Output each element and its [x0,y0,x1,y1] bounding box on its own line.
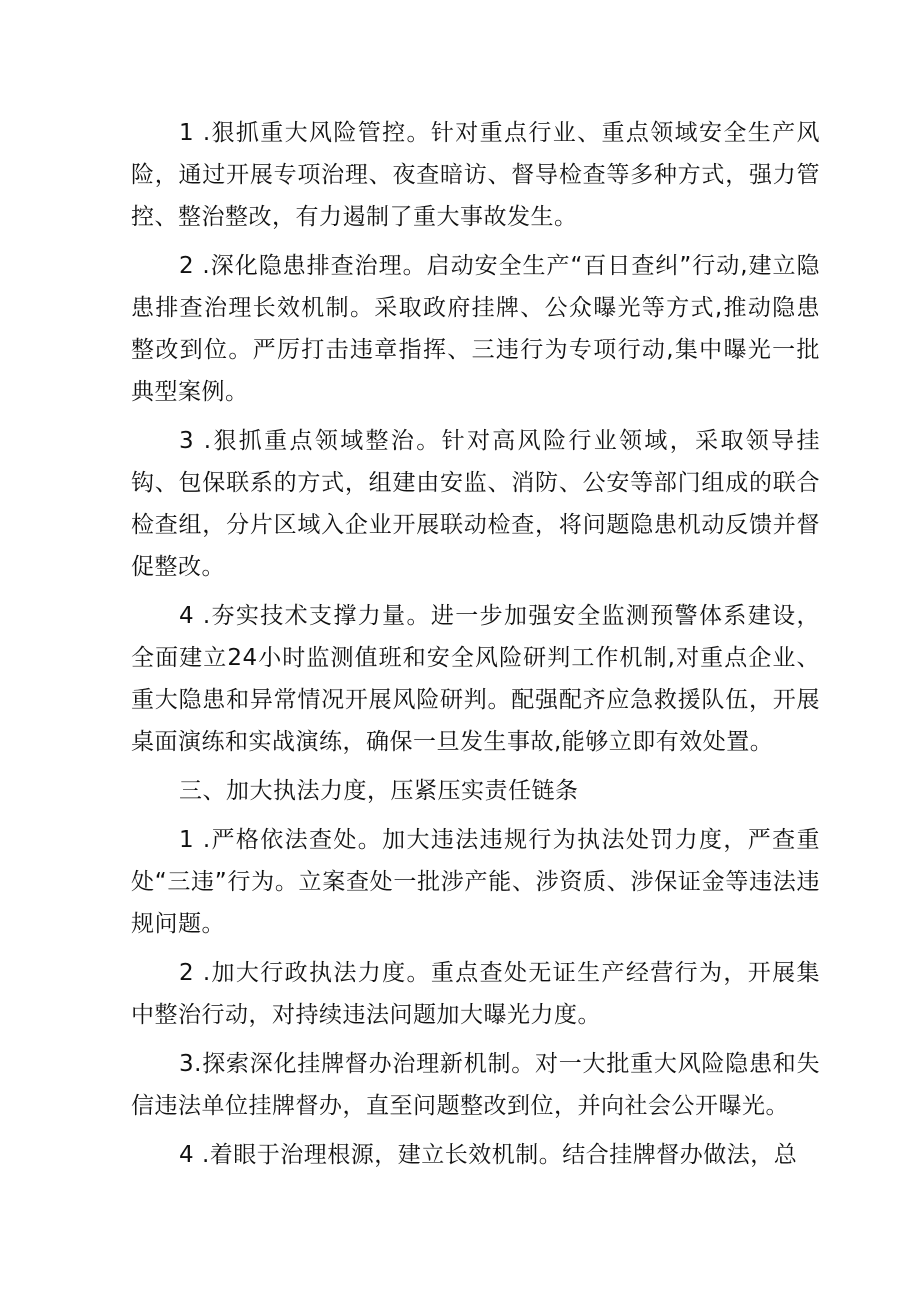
section-heading-law-enforcement: 三、加大执法力度，压紧压实责任链条 [179,778,579,804]
paragraph-supervision-mechanism: 3.探索深化挂牌督办治理新机制。对一大批重大风险隐患和失信违法单位挂牌督办，直至问题整改到位，并向社会公开曝光。 [131,1051,820,1119]
paragraph-strict-investigation: 1 .严格依法查处。加大违法违规行为执法处罚力度，严查重处“三违”行为。立案查处一批涉产能、涉资质、涉保证金等违法违规问题。 [131,827,820,937]
paragraph-key-area-rectification: 3 .狠抓重点领域整治。针对高风险行业领域，采取领导挂钩、包保联系的方式，组建由安监、消防、公安等部门组成的联合检查组，分片区域入企业开展联动检查，将问题隐患机动反馈并督促整改。 [131,428,820,580]
paragraph-administrative-enforcement: 2 .加大行政执法力度。重点查处无证生产经营行为，开展集中整治行动，对持续违法问题加大曝光力度。 [131,960,820,1028]
paragraph-risk-control: 1 .狠抓重大风险管控。针对重点行业、重点领域安全生产风险，通过开展专项治理、夜查暗访、督导检查等多种方式，强力管控、整治整改，有力遏制了重大事故发生。 [131,120,820,230]
paragraph-long-term-mechanism: 4 .着眼于治理根源，建立长效机制。结合挂牌督办做法，总 [179,1142,798,1168]
paragraph-technical-support: 4 .夯实技术支撑力量。进一步加强安全监测预警体系建设，全面建立24小时监测值班和安全风险研判工作机制,对重点企业、重大隐患和异常情况开展风险研判。配强配齐应急救援队伍，开展桌面演练和实战演练，确保一旦发生事故,能够立即有效处置。 [131,603,820,755]
paragraph-hazard-investigation: 2 .深化隐患排查治理。启动安全生产“百日查纠”行动,建立隐患排查治理长效机制。采取政府挂牌、公众曝光等方式,推动隐患整改到位。严厉打击违章指挥、三违行为专项行动,集中曝光一批典型案例。 [131,253,820,405]
